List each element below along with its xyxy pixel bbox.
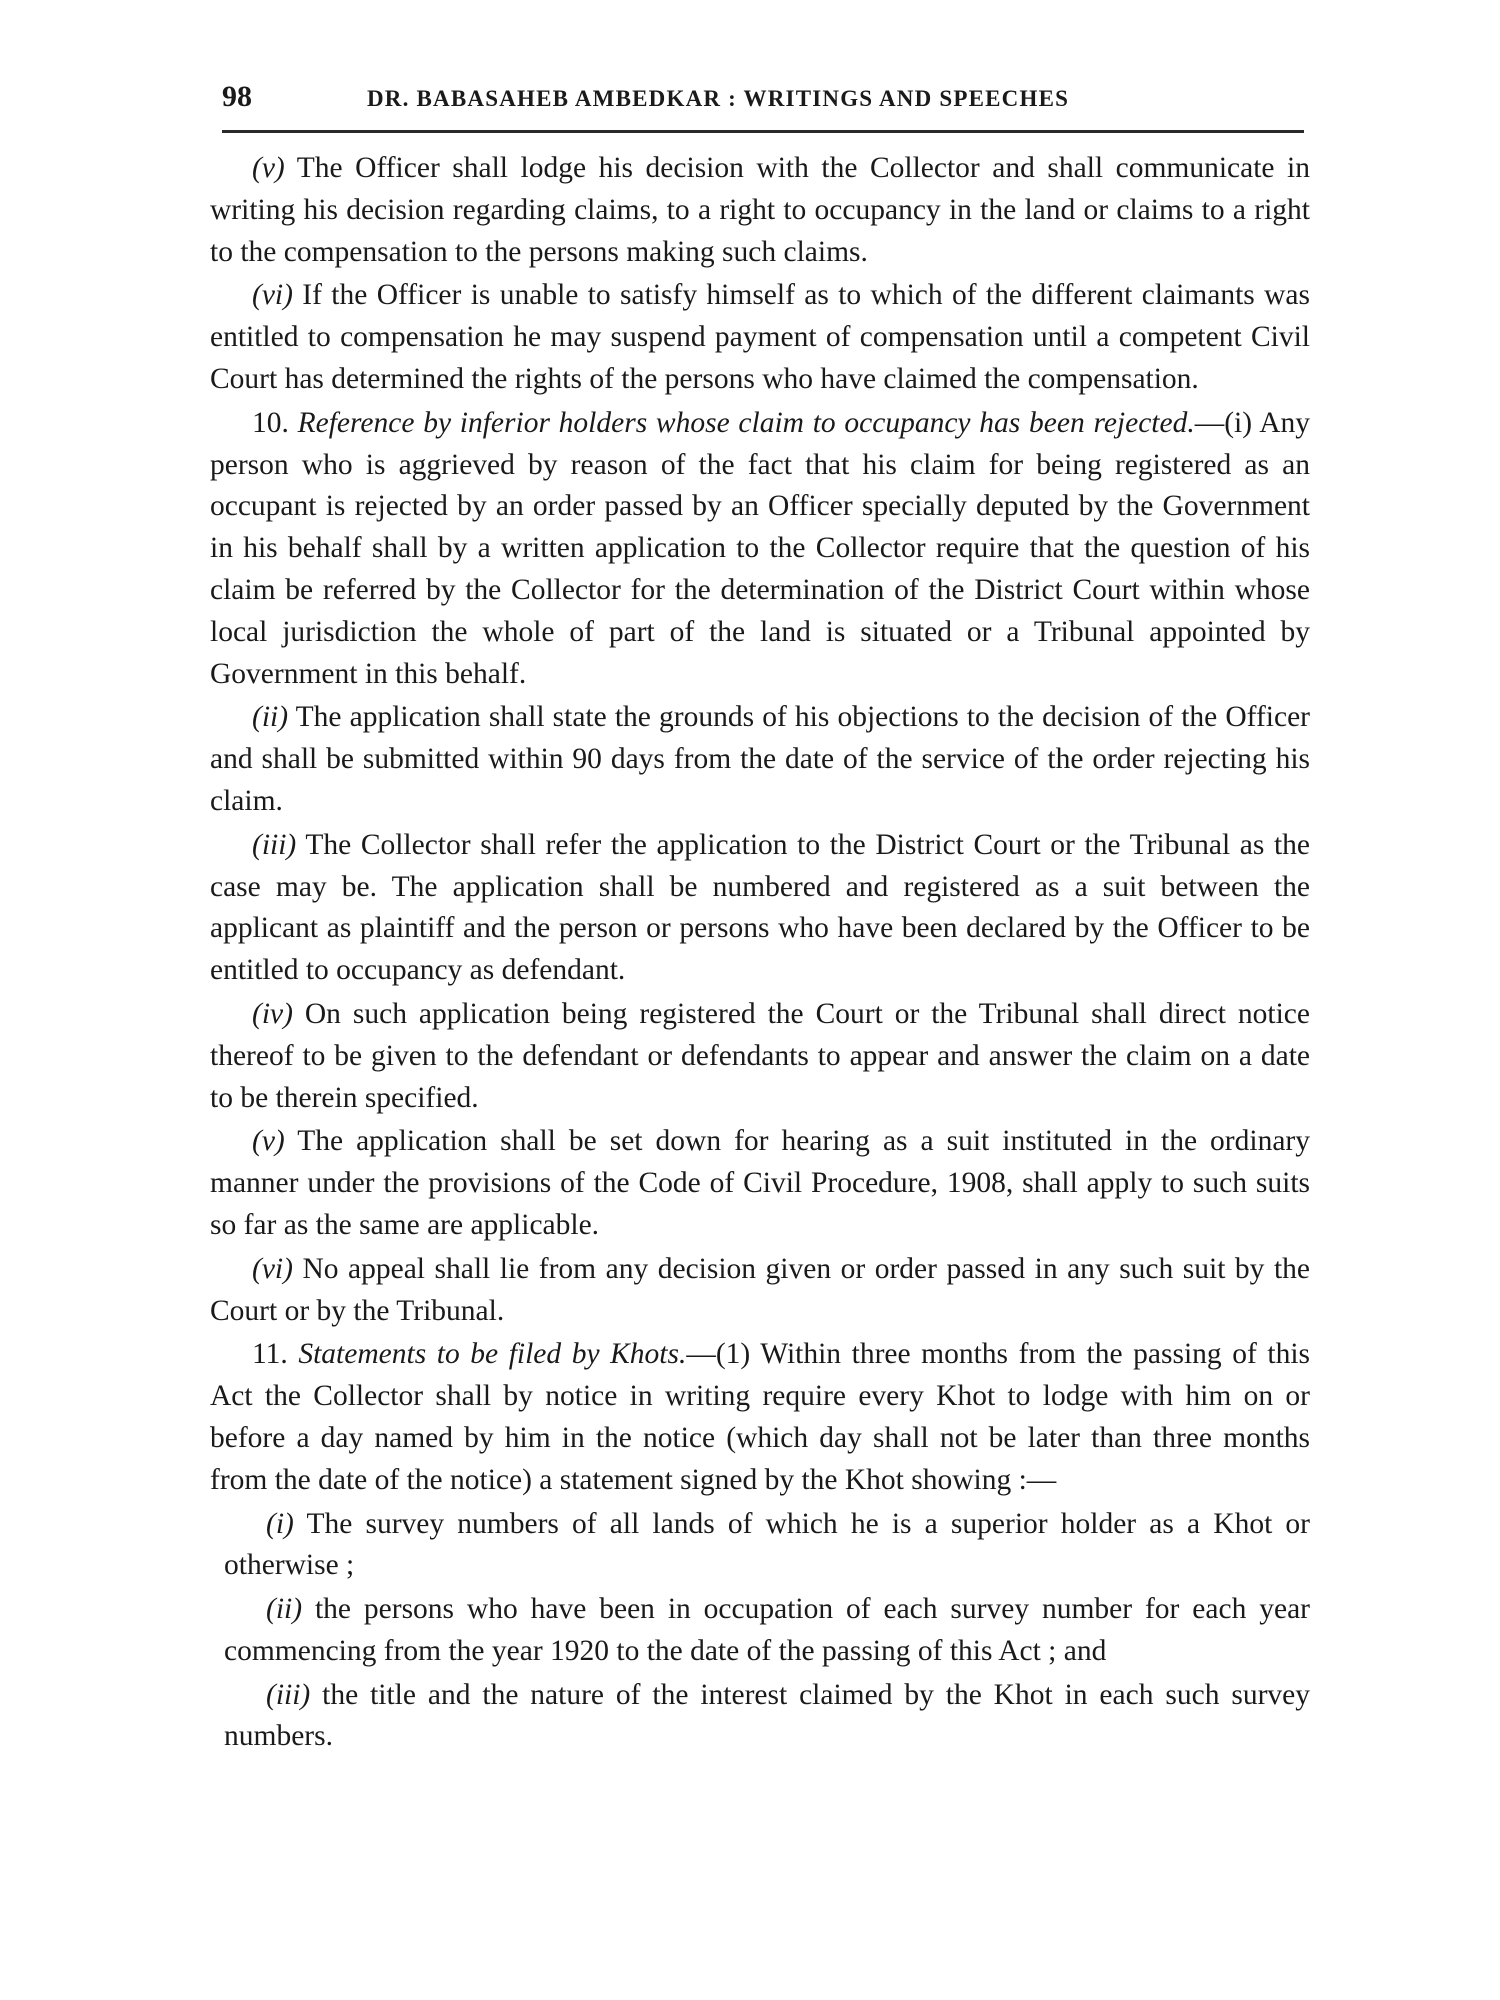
paragraph-text: The Officer shall lodge his decision with the Collector and shall communicate in writing his decision regarding claims, to a right to occupancy in the land or claims to a right to the compensation to the persons making such claims. xyxy=(210,152,1310,268)
paragraph xyxy=(210,825,1310,992)
section-number: 11. xyxy=(252,1338,288,1371)
sub-paragraph xyxy=(210,1675,1310,1759)
sub-paragraph xyxy=(210,1504,1310,1588)
paragraph-text: On such application being registered the Court or the Tribunal shall direct notice thereof to be given to the defendant or defendants to appear and answer the claim on a date to be therein specified. xyxy=(210,997,1310,1114)
paragraph-text: The Collector shall refer the application to the District Court or the Tribunal as the case may be. The application shall be numbered and registered as a suit between the applicant as plaintiff and the person or persons who have been declared by the Officer to be entitled to occupancy as defendant. xyxy=(210,828,1310,987)
paragraph-text: —(i) Any person who is aggrieved by reason of the fact that his claim for being registered as an occupant is rejected by an order passed by an Officer specially deputed by the Government in his behalf shall by a written application to the Collector require that the question of his claim be referred by the Collector for the determination of the District Court within whose local jurisdiction the whole of part of the land is situated or a Tribunal appointed by Government in this behalf. xyxy=(210,406,1311,690)
paragraph-text: If the Officer is unable to satisfy himself as to which of the different claimants was entitled to compensation he may suspend payment of compensation until a competent Civil Court has determined the rights of the persons who have claimed the compensation. xyxy=(210,279,1310,395)
sub-paragraph xyxy=(210,1589,1310,1673)
page-header xyxy=(222,80,1322,114)
running-title: DR. BABASAHEB AMBEDKAR : WRITINGS AND SPEECHES xyxy=(367,86,1070,111)
paragraph xyxy=(210,994,1310,1119)
paragraph xyxy=(210,275,1310,400)
page-number: 98 xyxy=(222,80,252,113)
paragraph xyxy=(210,1249,1310,1333)
paragraph-text: The survey numbers of all lands of which he is a superior holder as a Khot or otherwise ; xyxy=(224,1507,1310,1582)
paragraph xyxy=(210,148,1310,273)
clause-number: (ii) xyxy=(252,701,289,734)
paragraph-text: The application shall be set down for hearing as a suit instituted in the ordinary manner under the provisions of the Code of Civil Procedure, 1908, shall apply to such suits so far as the same are applicable. xyxy=(210,1125,1310,1241)
clause-number: (vi) xyxy=(252,1252,293,1285)
paragraph-text: The application shall state the grounds of his objections to the decision of the Officer and shall be submitted within 90 days from the date of the service of the order rejecting his claim. xyxy=(210,701,1310,817)
paragraph xyxy=(210,1121,1310,1246)
paragraph xyxy=(210,697,1310,822)
clause-number: (vi) xyxy=(252,279,293,312)
section-heading: Reference by inferior holders whose claim to occupancy has been rejected. xyxy=(297,406,1195,439)
clause-number: (v) xyxy=(252,1125,285,1158)
clause-number: (iii) xyxy=(252,828,297,861)
clause-number: (iv) xyxy=(252,997,293,1030)
section-paragraph xyxy=(210,1334,1310,1501)
section-paragraph xyxy=(210,403,1310,696)
body-text xyxy=(210,148,1310,1760)
paragraph-text: No appeal shall lie from any decision given or order passed in any such suit by the Court or by the Tribunal. xyxy=(210,1252,1310,1327)
section-heading: Statements to be filed by Khots. xyxy=(298,1338,687,1371)
paragraph-text: —(1) Within three months from the passing of this Act the Collector shall by notice in writing require every Khot to lodge with him on or before a day named by him in the notice (which day shall not be later than three months from the date of the notice) a statement signed by the Khot showing :— xyxy=(210,1338,1310,1496)
paragraph-text: the title and the nature of the interest claimed by the Khot in each such survey numbers. xyxy=(224,1678,1310,1753)
clause-number: (i) xyxy=(266,1507,294,1540)
header-rule xyxy=(222,130,1304,133)
clause-number: (iii) xyxy=(266,1678,311,1711)
section-number: 10. xyxy=(252,406,289,439)
clause-number: (v) xyxy=(252,152,285,184)
clause-number: (ii) xyxy=(266,1593,303,1626)
paragraph-text: the persons who have been in occupation of each survey number for each year commencing from the year 1920 to the date of the passing of this Act ; and xyxy=(224,1593,1310,1667)
